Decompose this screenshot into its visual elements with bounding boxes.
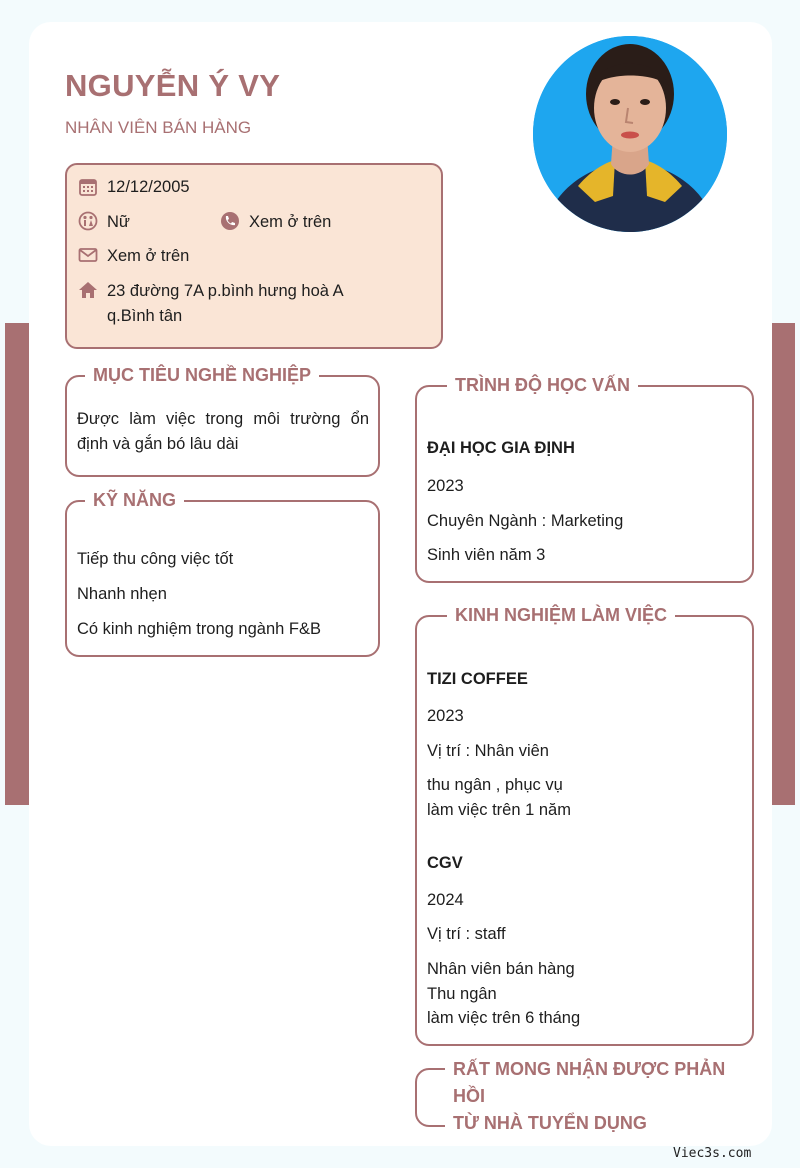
closing-line-2: TỪ NHÀ TUYỂN DỤNG: [453, 1113, 647, 1133]
education-major: Chuyên Ngành : Marketing: [427, 512, 624, 530]
skill-item: Nhanh nhẹn: [77, 585, 167, 603]
home-icon: [78, 280, 98, 300]
education-section: [415, 375, 754, 583]
job-description: thu ngân , phục vụ: [427, 776, 563, 794]
job-role: Vị trí : Nhân viên: [427, 742, 549, 760]
candidate-name: NGUYỄN Ý VY: [65, 68, 281, 103]
job-role: Vị trí : staff: [427, 925, 506, 943]
job-description: Thu ngân: [427, 985, 497, 1003]
email: Xem ở trên: [107, 247, 190, 265]
phone-icon: [220, 211, 240, 231]
experience-section: [415, 605, 754, 1046]
education-status: Sinh viên năm 3: [427, 546, 546, 564]
desired-position: NHÂN VIÊN BÁN HÀNG: [65, 118, 252, 137]
closing-line-1: RẤT MONG NHẬN ĐƯỢC PHẢN HỒI: [453, 1059, 726, 1106]
job-description: làm việc trên 1 năm: [427, 801, 571, 819]
left-decor-band: [5, 323, 31, 805]
education-year: 2023: [427, 477, 464, 495]
section-title: KỸ NĂNG: [85, 488, 184, 512]
birthdate: 12/12/2005: [107, 178, 190, 196]
skills-section: [65, 490, 380, 657]
objective-text: Được làm việc trong môi trường ổn định và gắn bó lâu dài: [77, 410, 369, 453]
section-title: TRÌNH ĐỘ HỌC VẤN: [447, 373, 638, 397]
company-name: CGV: [427, 854, 463, 872]
phone: Xem ở trên: [249, 213, 332, 231]
job-year: 2024: [427, 891, 464, 909]
skill-item: Tiếp thu công việc tốt: [77, 550, 234, 568]
closing-message: [445, 1056, 765, 1137]
section-title: KINH NGHIỆM LÀM VIỆC: [447, 603, 675, 627]
address-line-1: 23 đường 7A p.bình hưng hoà A: [107, 282, 344, 300]
job-description: Nhân viên bán hàng: [427, 960, 575, 978]
company-name: TIZI COFFEE: [427, 670, 528, 688]
avatar: [533, 36, 727, 232]
job-description: làm việc trên 6 tháng: [427, 1009, 581, 1027]
gender-icon: [78, 211, 98, 231]
calendar-icon: [78, 177, 98, 197]
watermark: Viec3s.com: [673, 1146, 752, 1161]
skill-item: Có kinh nghiệm trong ngành F&B: [77, 620, 321, 638]
right-decor-band: [771, 323, 795, 805]
objective-section: [65, 365, 380, 477]
mail-icon: [78, 245, 98, 265]
section-title: MỤC TIÊU NGHỀ NGHIỆP: [85, 363, 319, 387]
school-name: ĐẠI HỌC GIA ĐỊNH: [427, 439, 575, 457]
address-line-2: q.Bình tân: [107, 307, 183, 325]
contact-info-box: [65, 163, 443, 349]
job-year: 2023: [427, 707, 464, 725]
gender: Nữ: [107, 213, 130, 231]
